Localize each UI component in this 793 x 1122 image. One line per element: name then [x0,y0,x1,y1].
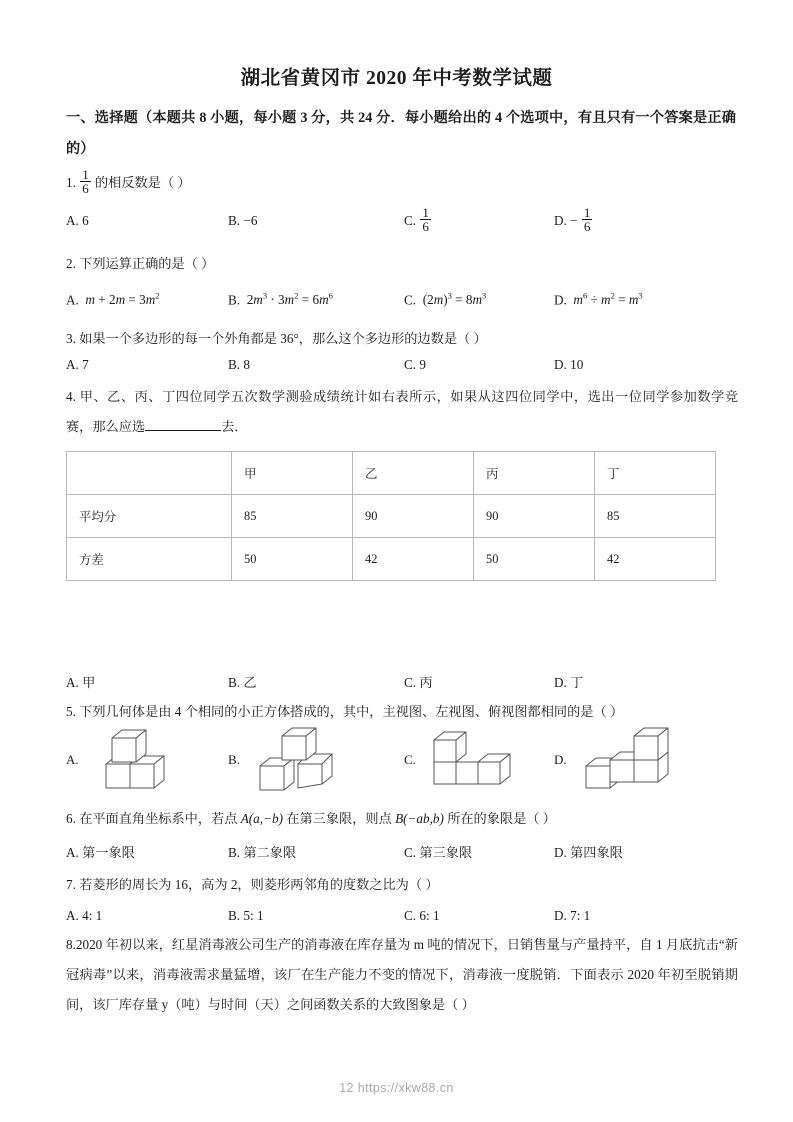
question-6-text-a: 在平面直角坐标系中，若点 [79,811,241,826]
option-label: D. [554,675,567,690]
option-value: 丁 [570,675,584,690]
question-4-number: 4. [66,389,76,404]
question-1-options [66,206,738,236]
option-value: 乙 [243,675,257,690]
option-label: A. [66,213,79,228]
table-row-label: 平均分 [67,495,232,538]
option-label: D. [554,357,567,372]
cube-stack-c-icon [426,726,546,796]
option-label: C. [404,845,417,860]
option-7-d[interactable] [554,901,590,931]
option-label: C. [404,752,416,767]
option-6-c[interactable] [404,838,472,868]
question-5-number: 5. [66,704,76,719]
option-value: 5: 1 [243,908,264,923]
option-1-c[interactable] [404,206,432,236]
table-row [67,495,716,538]
option-label: B. [228,908,241,923]
option-4-d[interactable] [554,668,583,698]
question-5 [66,697,738,727]
statistics-table [66,451,716,581]
question-5-text: 下列几何体是由 4 个相同的小正方体搭成的，其中，主视图、左视图、俯视图都相同的是（ ） [79,704,624,719]
fraction-denominator: 6 [82,181,89,197]
table-cell: 42 [595,538,716,581]
question-1-text: 的相反数是（ ） [94,175,191,191]
option-4-a[interactable] [66,668,95,698]
option-label: C. [404,908,417,923]
fraction-numerator: 1 [583,205,591,220]
option-label: B. [228,213,241,228]
option-value: 第四象限 [570,845,623,860]
option-value: 6: 1 [419,908,440,923]
option-4-b[interactable] [228,668,257,698]
option-value: 7 [82,357,89,372]
option-label: A. [66,292,79,308]
fraction-denominator: 6 [422,219,429,235]
question-4-options [66,668,738,698]
option-3-b[interactable] [228,350,250,380]
table-cell: 50 [474,538,595,581]
question-3-options [66,350,738,380]
table-cell: 90 [474,495,595,538]
option-5-d[interactable] [554,726,714,796]
option-value: 第二象限 [243,845,297,860]
table-cell: 90 [353,495,474,538]
question-6-text-c: 所在的象限是（ ） [443,811,556,826]
option-label: C. [404,292,417,308]
option-expr: $2m^3 \cdot 3m^2 = 6m^6$ [246,291,333,308]
option-value: 10 [570,357,584,372]
question-8-number: 8. [66,937,76,952]
question-1-number: 1. [66,175,76,191]
option-label: A. [66,845,79,860]
option-expr: $m^6 \div m^2 = m^3$ [573,291,643,308]
option-5-b[interactable] [228,726,398,796]
table-cell: 85 [595,495,716,538]
option-expr: $m + 2m = 3m^2$ [85,291,160,308]
option-expr: $(2m)^3 = 8m^3$ [422,291,487,308]
table-cell: 85 [232,495,353,538]
table-row [67,538,716,581]
question-8 [66,930,738,1020]
option-value: 7: 1 [570,908,591,923]
option-1-b[interactable] [228,206,257,236]
question-4-text-end: 去． [221,419,248,434]
question-6 [66,804,738,834]
option-5-c[interactable] [404,726,554,796]
fraction-numerator: 1 [422,205,429,220]
option-1-d[interactable] [554,206,593,236]
option-7-a[interactable] [66,901,102,931]
table-col-header: 甲 [232,452,353,495]
page-footer: 12 https://xkw88.cn [339,1081,454,1095]
question-7-number: 7. [66,877,76,892]
option-value: 9 [419,357,426,372]
question-8-text: 2020 年初以来，红星消毒液公司生产的消毒液在库存量为 m 吨的情况下，日销售量与产量持平，自 1 月底抗击“新冠病毒”以来，消毒液需求量猛增，该厂在生产能力不变的情况下，消毒液一度脱销．下面表示 2020 年初至脱销期间，该厂库存量 y（吨）与时间（天）之间函数关系的大致图象是（ ） [66,937,738,1012]
option-2-d[interactable] [554,281,643,315]
question-6-options [66,838,738,868]
question-2 [66,249,738,279]
option-label: B. [228,845,241,860]
question-2-text: 下列运算正确的是（ ） [79,256,215,271]
page-title: 湖北省黄冈市 2020 年中考数学试题 [240,68,553,89]
question-2-number: 2. [66,256,76,271]
option-label: D. [554,213,567,229]
option-5-a[interactable] [66,726,226,796]
option-3-d[interactable] [554,350,583,380]
option-3-a[interactable] [66,350,89,380]
option-6-b[interactable] [228,838,296,868]
question-4-text: 甲、乙、丙、丁四位同学五次数学测验成绩统计如右表所示，如果从这四位同学中，选出一位同学参加数学竞赛，那么应选 [66,389,739,434]
option-c-fraction [420,206,431,234]
cube-stack-a-icon [88,726,198,796]
option-label: D. [554,752,567,767]
option-label: A. [66,675,79,690]
option-label: A. [66,357,79,372]
option-7-b[interactable] [228,901,264,931]
table-cell: 42 [353,538,474,581]
table-col-header: 丁 [595,452,716,495]
option-label: B. [228,292,241,308]
table-col-header: 乙 [353,452,474,495]
cube-stack-d-icon [576,726,696,796]
minus-sign: − [570,213,578,229]
table-corner-cell [67,452,232,495]
question-4 [66,382,738,442]
option-label: B. [228,357,241,372]
option-label: D. [554,845,567,860]
option-4-c[interactable] [404,668,433,698]
option-3-c[interactable] [404,350,426,380]
question-7-text: 若菱形的周长为 16，高为 2，则菱形两邻角的度数之比为（ ） [79,877,439,892]
question-6-number: 6. [66,811,76,826]
answer-blank[interactable] [145,430,221,431]
section-header: 一、选择题（本题共 8 小题，每小题 3 分，共 24 分．每小题给出的 4 个选项中，有且只有一个答案是正确的） [66,110,736,157]
option-value: 甲 [82,675,96,690]
option-value: 6 [82,213,89,228]
option-2-a[interactable] [66,281,160,315]
table-header-row [67,452,716,495]
table-row-label: 方差 [67,538,232,581]
option-1-a[interactable] [66,206,89,236]
question-7 [66,870,738,900]
option-label: A. [66,752,79,767]
option-label: C. [404,213,417,229]
option-value: 第三象限 [419,845,473,860]
table-col-header: 丙 [474,452,595,495]
point-b-expression: B(−ab,b) [395,811,444,826]
option-value: 第一象限 [82,845,135,860]
question-7-options [66,901,738,931]
option-value: 8 [243,357,250,372]
question-1-fraction [80,168,91,196]
option-label: A. [66,908,79,923]
fraction-denominator: 6 [583,219,591,235]
option-label: D. [554,292,567,308]
question-6-text-b: 在第三象限，则点 [282,811,396,826]
option-label: C. [404,357,417,372]
question-5-options [66,726,738,796]
option-2-c[interactable] [404,281,486,315]
fraction-numerator: 1 [82,167,89,182]
option-6-d[interactable] [554,838,623,868]
option-6-a[interactable] [66,838,135,868]
question-3-text: 如果一个多边形的每一个外角都是 36°，那么这个多边形的边数是（ ） [79,331,487,346]
option-label: B. [228,752,240,767]
table-cell: 50 [232,538,353,581]
option-label: D. [554,908,567,923]
option-7-c[interactable] [404,901,440,931]
option-2-b[interactable] [228,281,333,315]
question-2-options [66,281,738,311]
option-label: B. [228,675,241,690]
option-label: C. [404,675,417,690]
cube-stack-b-icon [250,726,370,796]
option-d-fraction [582,206,593,234]
point-a-expression: A(a,−b) [240,811,283,826]
question-1 [66,168,738,198]
option-value: −6 [243,213,258,228]
question-3-number: 3. [66,331,76,346]
option-value: 丙 [419,675,433,690]
option-value: 4: 1 [82,908,103,923]
